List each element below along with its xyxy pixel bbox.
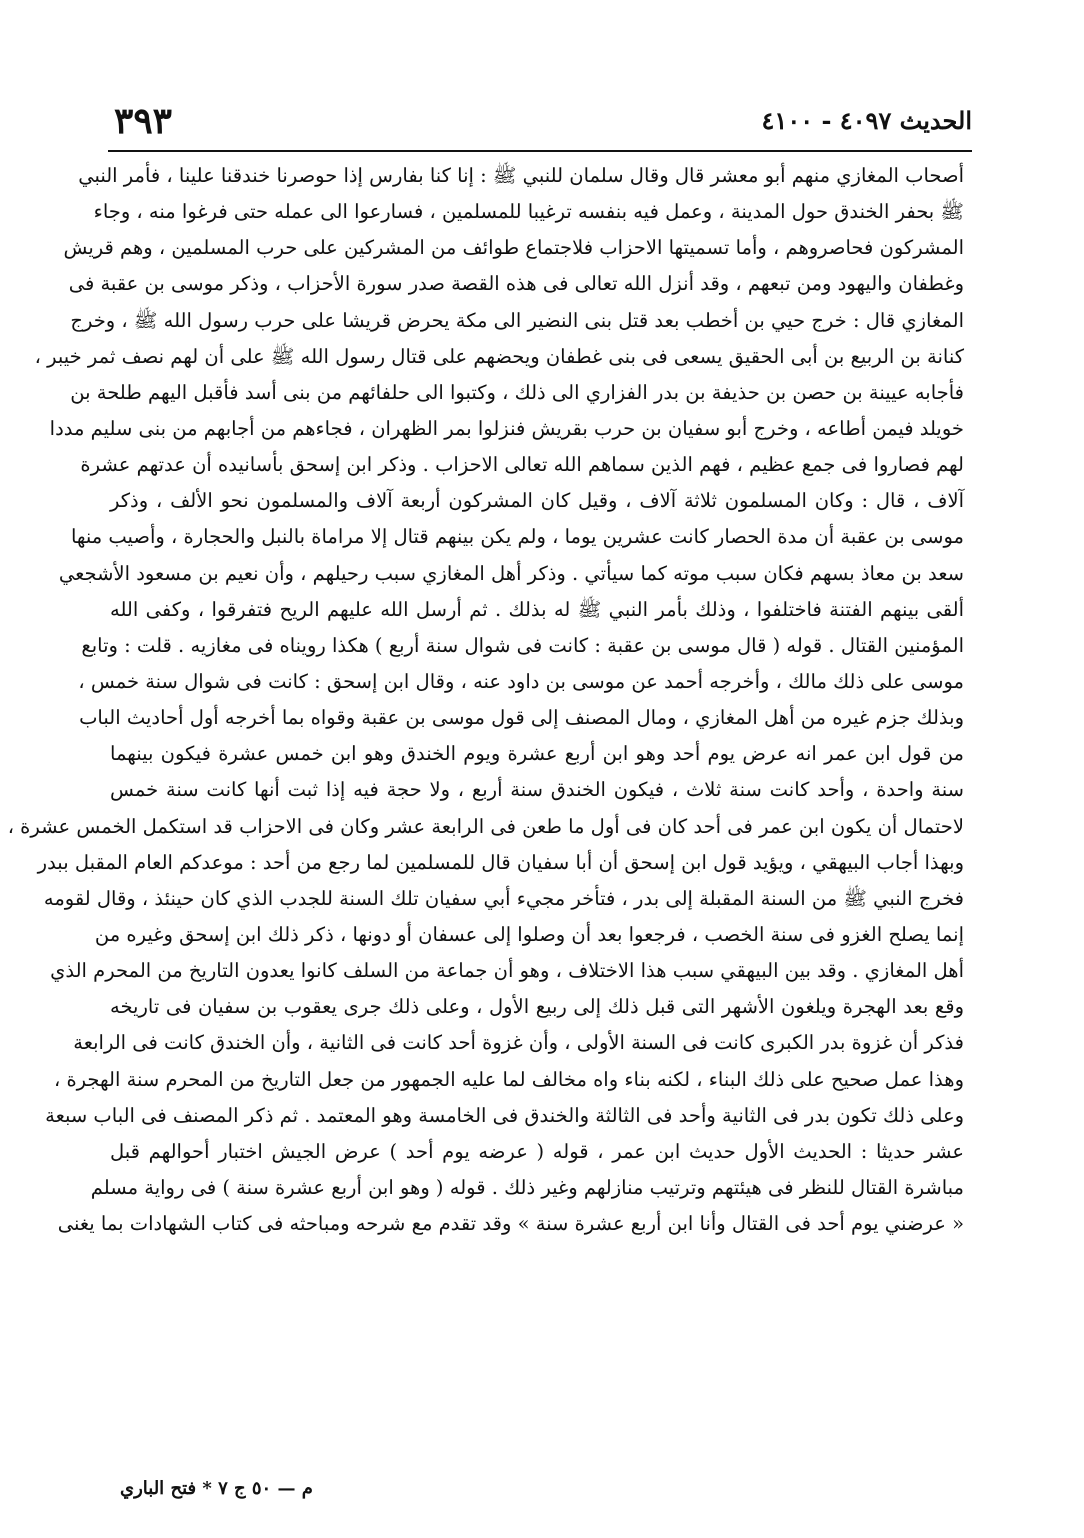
text-line: موسى على ذلك مالك ، وأخرجه أحمد عن موسى بن داود عنه ، وقال ابن إسحق : كانت فى شوال سنة خمس ، — [78, 669, 964, 693]
text-line: ألقى بينهم الفتنة فاختلفوا ، وذلك بأمر النبي ﷺ له بذلك . ثم أرسل الله عليهم الريح فتفرقوا ، وكفى الله — [110, 597, 964, 621]
text-line: إنما يصلح الغزو فى سنة الخصب ، فرجعوا بعد أن وصلوا إلى عسفان أو دونها ، ذكر ذلك ابن إسحق وغيره من — [94, 922, 964, 946]
body-text — [7, 158, 964, 1242]
text-line: آلاف ، قال : وكان المسلمون ثلاثة آلاف ، وقيل كان المشركون أربعة آلاف والمسلمون نحو الألف ، وذكر — [110, 489, 964, 513]
text-line: المغازي قال : خرج حيي بن أخطب بعد قتل بنى النضير الى مكة يحرض قريشا على حرب رسول الله ﷺ ، وخرج — [70, 308, 964, 332]
text-line: فذكر أن غزوة بدر الكبرى كانت فى السنة الأولى ، وأن غزوة أحد كانت فى الثانية ، وأن الخندق كانت فى الرابعة — [73, 1031, 964, 1055]
text-line: أهل المغازي . وقد بين البيهقي سبب هذا الاختلاف ، وهو أن جماعة من السلف كانوا يعدون التاريخ من المحرم الذي — [50, 959, 964, 983]
text-line: « عرضني يوم أحد فى القتال وأنا ابن أربع عشرة سنة » وقد تقدم مع شرحه ومباحثه فى كتاب الشهادات بما يغنى — [57, 1212, 964, 1236]
text-line: المؤمنين القتال . قوله ( قال موسى بن عقبة : كانت فى شوال سنة أربع ) هكذا رويناه فى مغازيه . قلت : وتابع — [81, 633, 964, 657]
text-line: فخرج النبي ﷺ من السنة المقبلة إلى بدر ، فتأخر مجيء أبي سفيان تلك السنة للجدب الذي كان حينئذ ، وقال لقومه — [43, 886, 964, 910]
text-line: ﷺ بحفر الخندق حول المدينة ، وعمل فيه بنفسه ترغيبا للمسلمين ، فسارعوا الى عمله حتى فرغوا منه ، وجاء — [93, 200, 964, 224]
text-line: كنانة بن الربيع بن أبى الحقيق يسعى فى بنى غطفان ويحضهم على قتال رسول الله ﷺ على أن لهم نصف ثمر خيبر ، — [34, 344, 964, 368]
page-number: ٣٩٣ — [114, 100, 173, 142]
footer-signature: م — ٥٠ ج ٧ * فتح الباري — [120, 1478, 313, 1499]
text-line: سعد بن معاذ بسهم فكان سبب موته كما سيأتي . وذكر أهل المغازي سبب رحيلهم ، وأن نعيم بن مسعود الأشجعي — [58, 561, 964, 585]
text-line: عشر حديثا : الحديث الأول حديث ابن عمر ، قوله ( عرضه يوم أحد ) عرض الجيش اختبار أحوالهم قبل — [110, 1139, 964, 1163]
hadith-range: الحديث ٤٠٩٧ - ٤١٠٠ — [761, 106, 972, 135]
text-line: موسى بن عقبة أن مدة الحصار كانت عشرين يوما ، ولم يكن بينهم قتال إلا مراماة بالنبل والحجارة ، وأصيب منها — [70, 525, 964, 549]
text-line: وهذا عمل صحيح على ذلك البناء ، لكنه بناء واه مخالف لما عليه الجمهور من جعل التاريخ من المحرم سنة الهجرة ، — [53, 1067, 964, 1091]
text-line: من قول ابن عمر انه عرض يوم أحد وهو ابن أربع عشرة ويوم الخندق وهو ابن خمس عشرة فيكون بينهما — [110, 742, 964, 766]
page-header — [100, 100, 972, 148]
text-line: لهم فصاروا فى جمع عظيم ، فهم الذين سماهم الله تعالى الاحزاب . وذكر ابن إسحق بأسانيده أن عدتهم عشرة — [80, 453, 964, 477]
text-line: وبهذا أجاب البيهقي ، ويؤيد قول ابن إسحق أن أبا سفيان قال للمسلمين لما رجع من أحد : موعدكم العام المقبل ببدر — [37, 850, 964, 874]
text-line: مباشرة القتال للنظر فى هيئتهم وترتيب منازلهم وغير ذلك . قوله ( وهو ابن أربع عشرة سنة ) فى رواية مسلم — [90, 1175, 964, 1199]
header-rule — [108, 150, 972, 152]
text-line: وبذلك جزم غيره من أهل المغازي ، ومال المصنف إلى قول موسى بن عقبة وقواه بما أخرجه أول أحاديث الباب — [79, 706, 964, 730]
text-line: المشركون فحاصروهم ، وأما تسميتها الاحزاب فلاجتماع طوائف من المشركين على حرب المسلمين ، وهم قريش — [63, 236, 964, 260]
text-line: لاحتمال أن يكون ابن عمر فى أحد كان فى أول ما طعن فى الرابعة عشر وكان فى الاحزاب قد استكمل الخمس عشرة ، — [7, 814, 964, 838]
text-line: وعلى ذلك تكون بدر فى الثانية وأحد فى الثالثة والخندق فى الخامسة وهو المعتمد . ثم ذكر المصنف فى الباب سبعة — [45, 1103, 964, 1127]
text-line: وغطفان واليهود ومن تبعهم ، وقد أنزل الله تعالى فى هذه القصة صدر سورة الأحزاب ، وذكر موسى بن عقبة فى — [68, 272, 964, 296]
text-line: فأجابه عيينة بن حصن بن حذيفة بن بدر الفزاري الى ذلك ، وكتبوا الى حلفائهم من بنى أسد فأقبل اليهم طلحة بن — [70, 380, 964, 404]
text-line: سنة واحدة ، وأحد كانت سنة ثلاث ، فيكون الخندق سنة أربع ، ولا حجة فيه إذا ثبت أنها كانت سنة خمس — [110, 778, 964, 802]
text-line: خويلد فيمن أطاعه ، وخرج أبو سفيان بن حرب بقريش فنزلوا بمر الظهران ، فجاءهم من أجابهم من بنى سليم مددا — [49, 416, 964, 440]
text-line: وقع بعد الهجرة ويلغون الأشهر التى قبل ذلك إلى ربيع الأول ، وعلى ذلك جرى يعقوب بن سفيان فى تاريخه — [110, 995, 964, 1019]
text-line: أصحاب المغازي منهم أبو معشر قال وقال سلمان للنبي ﷺ : إنا كنا بفارس إذا حوصرنا خندقنا علينا ، فأمر النبي — [78, 164, 964, 187]
